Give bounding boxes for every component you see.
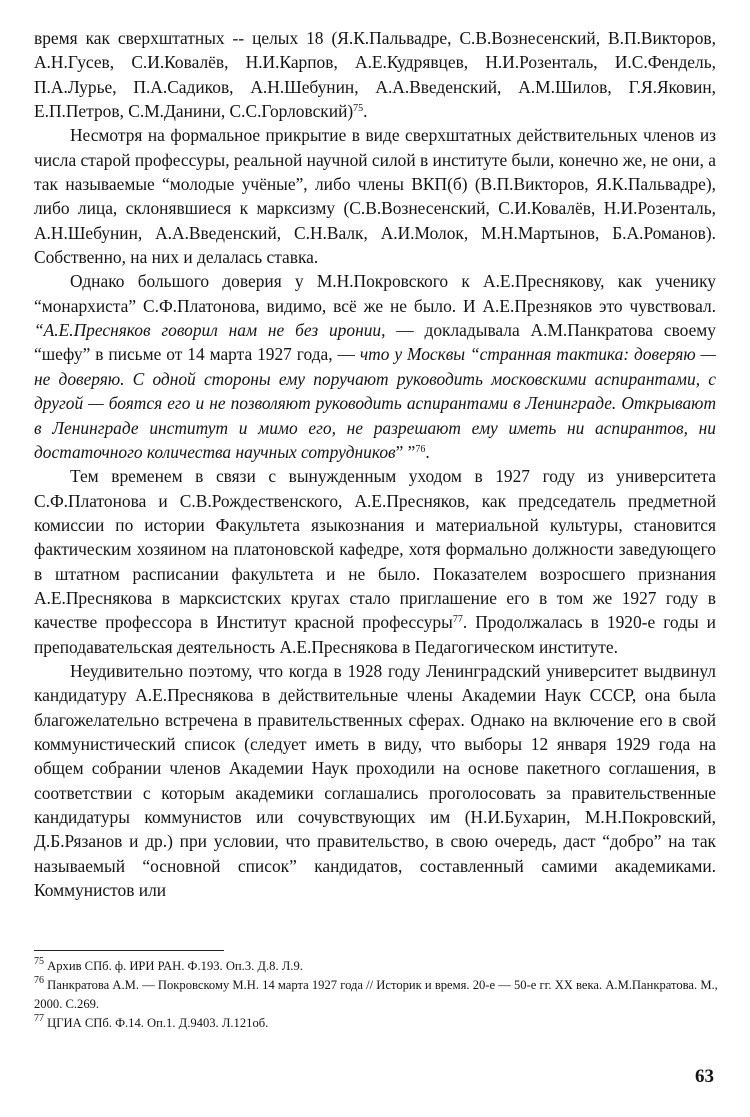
text-run: Тем временем в связи с вынужденным уходом в 1927 году из университета С.Ф.Платонова и С.В.Рождественского, А.Е.Пресняков, как председатель предметной комиссии по истории Факультета языкознания и материальной культуры, становится фактическим хозяином на платоновской кафедре, хотя формально должности заведующего в штатном расписании факультета и не было. Показателем возросшего признания А.Е.Преснякова в марксистских кругах стало приглашение его в том же 1927 году в качестве профессора в Институт красной профессуры — [34, 466, 716, 633]
paragraph — [34, 26, 716, 123]
text-run: время как сверхштатных -- целых 18 (Я.К.Пальвадре, С.В.Вознесенский, В.П.Викторов, А.Н.Гусев, С.И.Ковалёв, Н.И.Карпов, А.Е.Кудрявцев, Н.И.Розенталь, И.С.Фендель, П.А.Лурье, П.А.Садиков, А.Н.Шебунин, А.А.Введенский, А.М.Шилов, Г.Я.Яковин, Е.П.Петров, С.М.Данини, С.С.Горловский) — [34, 28, 716, 122]
text-run: Несмотря на формальное прикрытие в виде сверхштатных действительных членов из числа старой профессуры, реальной научной силой в институте были, конечно же, не они, а так называемые “молодые учёные”, либо члены ВКП(б) (В.П.Викторов, Я.К.Пальвадре), либо лица, склонявшиеся к марксизму (С.В.Вознесенский, С.И.Ковалёв, Н.И.Розенталь, А.Н.Шебунин, А.А.Введенский, С.Н.Валк, А.И.Молок, М.Н.Мартынов, Б.А.Романов). Собственно, на них и делалась ставка. — [34, 125, 716, 268]
footnote-text: Архив СПб. ф. ИРИ РАН. Ф.193. Оп.3. Д.8. Л.9. — [47, 959, 303, 973]
footnote-number: 77 — [34, 1013, 44, 1024]
footnote-number: 75 — [34, 956, 44, 967]
text-run: Однако большого доверия у М.Н.Покровского к А.Е.Преснякову, как ученику “монархиста” С.Ф.Платонова, видимо, всё же не было. И А.Е.Презняков это чувствовал. — [34, 271, 716, 316]
footnotes — [34, 957, 724, 1033]
main-text — [34, 26, 716, 902]
paragraph — [34, 123, 716, 269]
footnote-text: Панкратова А.М. — Покровскому М.Н. 14 марта 1927 года // Историк и время. 20-е — 50-е гг. XX века. А.М.Панкратова. М., 2000. С.269. — [34, 978, 718, 1011]
footnote — [34, 976, 724, 1014]
italic-quote: “А.Е.Пресняков говорил нам не без иронии, — [34, 320, 386, 341]
text-run: Неудивительно поэтому, что когда в 1928 году Ленинградский университет выдвинул кандидатуру А.Е.Преснякова в действительные члены Академии Наук СССР, она была благожелательно встречена в правительственных сферах. Однако на включение его в свой коммунистический список (следует иметь в виду, что выборы 12 января 1929 года на общем собрании членов Академии Наук проходили на основе пакетного соглашения, в соответствии с которым академики соглашались проголосовать за правительственные кандидатуры коммунистов или сочувствующих им (Н.И.Бухарин, М.Н.Покровский, Д.Б.Рязанов и др.) при условии, что правительство, в свою очередь, даст “добро” на так называемый “основной список” кандидатов, составленный самими академиками. Коммунистов или — [34, 660, 716, 901]
paragraph — [34, 464, 716, 659]
footnote-ref: 76 — [415, 443, 426, 455]
text-run: — докладывала А.М.Панкратова своему “шефу” в письме от 14 марта 1927 года, — — [34, 320, 716, 365]
footnote-separator — [34, 950, 224, 951]
text-run: . — [425, 441, 430, 462]
footnote-ref: 77 — [452, 614, 463, 626]
footnote-ref: 75 — [353, 103, 364, 115]
footnote-number: 76 — [34, 975, 44, 986]
footnote — [34, 957, 724, 976]
footnote-text: ЦГИА СПб. Ф.14. Оп.1. Д.9403. Л.121об. — [47, 1016, 269, 1030]
paragraph — [34, 659, 716, 902]
paragraph — [34, 269, 716, 464]
footnote — [34, 1014, 724, 1033]
text-run: ” ” — [395, 441, 416, 462]
page-number: 63 — [695, 1066, 714, 1087]
italic-quote: что у Москвы “странная тактика: доверяю — не доверяю. С одной стороны ему поручают руководить московскими аспирантами, с другой — боятся его и не позволяют руководить аспирантами в Ленинграде. Открывают в Ленинграде институт и мимо его, не разрешают ему иметь ни аспирантов, ни достаточного количества научных сотрудников — [34, 344, 716, 462]
text-run: . Продолжалась в 1920-е годы и преподавательская деятельность А.Е.Преснякова в Педагогическом институте. — [34, 612, 716, 657]
text-run: . — [363, 101, 368, 122]
